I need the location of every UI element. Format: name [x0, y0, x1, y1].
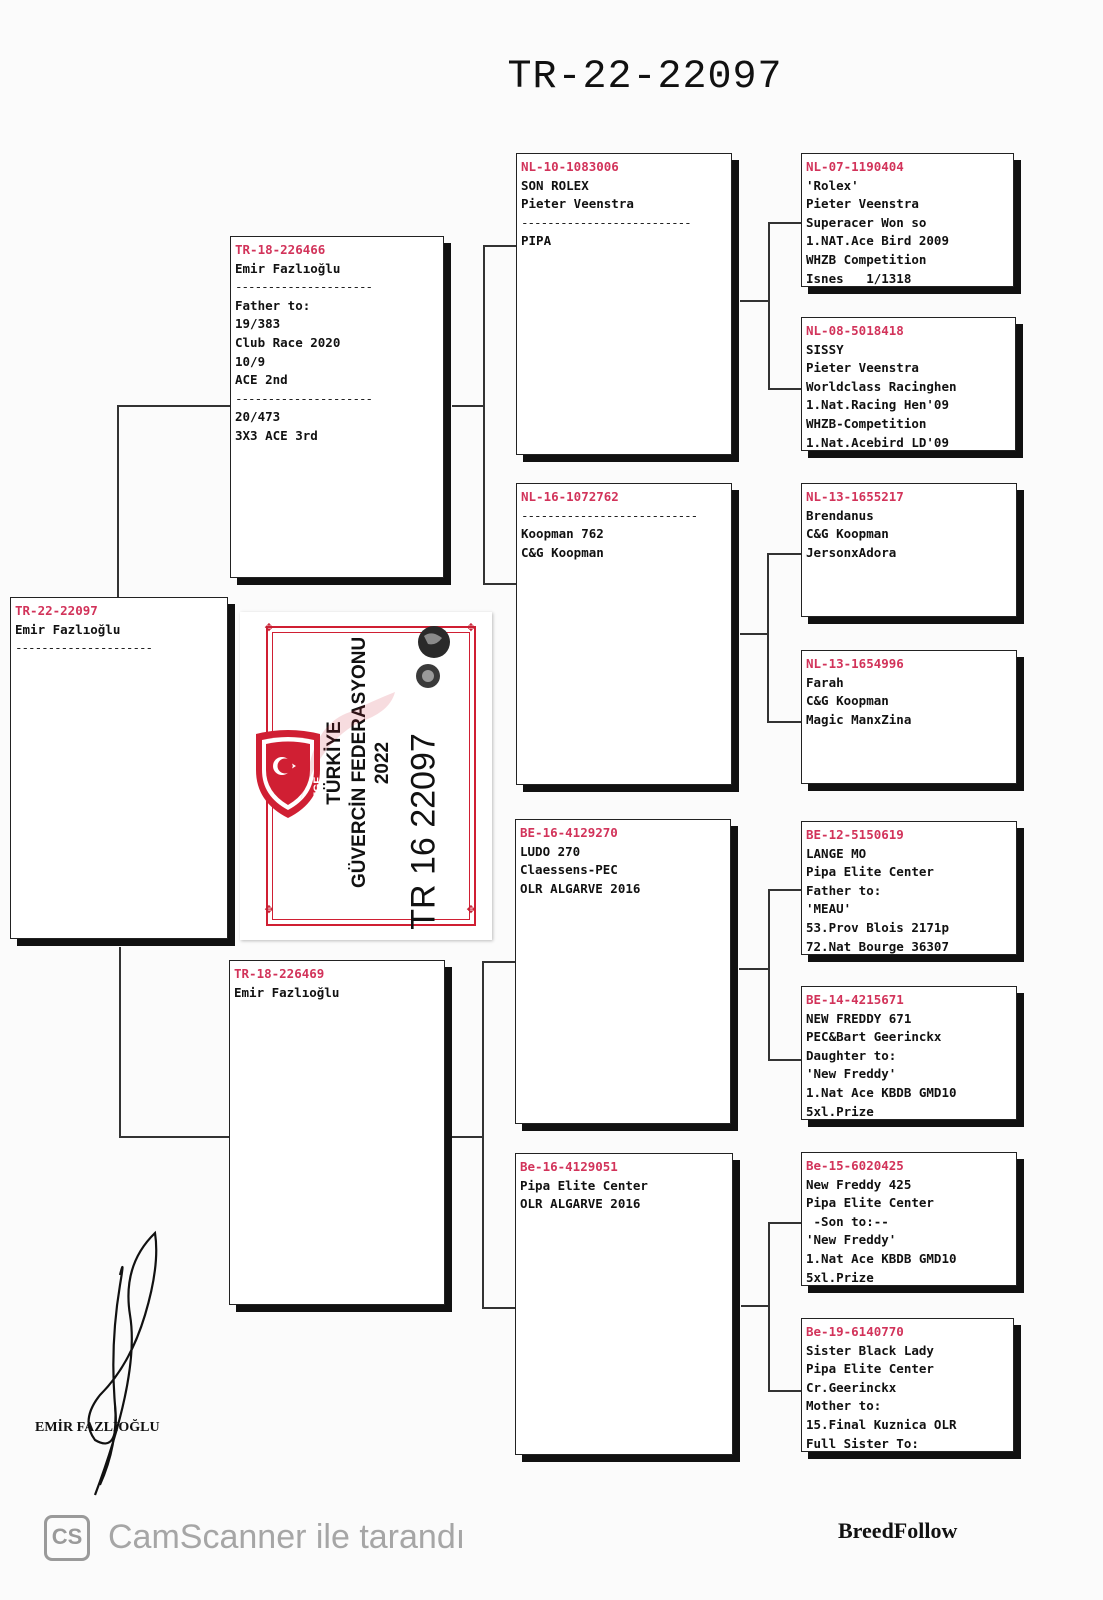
pedigree-box-dam-sire: [515, 819, 731, 1124]
connector-line: [452, 1136, 482, 1138]
connector-line: [119, 1136, 229, 1138]
pedigree-box-sire: [230, 236, 444, 578]
ring-number: NL-08-5018418: [806, 323, 904, 338]
connector-line: [452, 405, 483, 407]
camscanner-logo-icon: CS: [44, 1515, 90, 1561]
pedigree-text-line: Brendanus: [806, 507, 874, 523]
connector-line: [768, 222, 770, 388]
connector-line: [767, 553, 769, 721]
separator-line: ---------------------: [235, 390, 373, 406]
pigeon-watermark-icon: [280, 682, 400, 832]
pedigree-text-line: PEC&Bart Geerinckx: [806, 1029, 942, 1045]
pedigree-text-line: C&G Koopman: [806, 693, 889, 709]
connector-line: [768, 889, 801, 891]
pedigree-text-line: Koopman 762: [521, 526, 604, 542]
pedigree-text-line: Sister Black Lady: [806, 1342, 934, 1358]
pedigree-text-line: Father to:: [806, 882, 882, 898]
pedigree-text-line: Emir Fazlıoğlu: [15, 621, 121, 637]
pedigree-text-line: SISSY: [806, 341, 844, 357]
separator-line: ---------------------: [235, 279, 373, 295]
pedigree-box-dam: [229, 960, 445, 1305]
ring-number: TR-18-226466: [235, 242, 326, 257]
pedigree-text-line: 20/473: [235, 409, 281, 425]
pedigree-text-line: Magic ManxZina: [806, 711, 912, 727]
connector-line: [482, 961, 484, 1307]
connector-line: [768, 1222, 770, 1390]
connector-line: [768, 1390, 801, 1392]
connector-line: [482, 961, 515, 963]
pedigree-text-line: 1.Nat Ace KBDB GMD10: [806, 1084, 957, 1100]
pedigree-text-line: 3X3 ACE 3rd: [235, 427, 318, 443]
pedigree-text-line: Full Sister To:: [806, 1435, 919, 1451]
ring-number: BE-16-4129270: [520, 825, 618, 840]
pedigree-text-line: 1.Nat Ace KBDB GMD10: [806, 1250, 957, 1266]
signature-image: [60, 1225, 260, 1525]
connector-line: [483, 245, 485, 583]
pedigree-text-line: Pieter Veenstra: [806, 360, 919, 376]
pedigree-box-ssd: [801, 317, 1016, 451]
pedigree-box-ddd: [801, 1318, 1014, 1452]
pedigree-text-line: 19/383: [235, 316, 281, 332]
card-year: 2022: [372, 741, 393, 785]
pedigree-text-line: 'Rolex': [806, 177, 859, 193]
pedigree-text-line: Daughter to:: [806, 1047, 897, 1063]
connector-line: [119, 947, 121, 1136]
connector-line: [768, 1222, 801, 1224]
pedigree-text-line: 'New Freddy': [806, 1232, 897, 1248]
ring-number: Be-16-4129051: [520, 1159, 618, 1174]
separator-line: ---------------------: [15, 640, 153, 656]
ring-number: NL-07-1190404: [806, 159, 904, 174]
pedigree-box-sire-dam: [516, 483, 732, 785]
ring-number: NL-13-1654996: [806, 656, 904, 671]
pedigree-text-line: -Son to:--: [806, 1213, 889, 1229]
pedigree-box-dds: [801, 1152, 1017, 1286]
ring-number: TR-22-22097: [15, 603, 98, 618]
ring-number: BE-14-4215671: [806, 992, 904, 1007]
pedigree-box-sss: [801, 153, 1014, 287]
connector-line: [483, 583, 516, 585]
pedigree-box-sdd: [801, 650, 1017, 784]
pedigree-text-line: Claessens-PEC: [520, 862, 618, 878]
connector-line: [740, 300, 768, 302]
emblem-text: TGF: [312, 777, 324, 799]
pedigree-text-line: Mother to:: [806, 1398, 882, 1414]
connector-line: [767, 553, 801, 555]
pedigree-text-line: Cr.Geerinckx: [806, 1379, 897, 1395]
scanner-watermark: CamScanner ile tarandı: [108, 1518, 466, 1556]
pedigree-text-line: JersonxAdora: [806, 544, 897, 560]
pedigree-box-dss: [801, 821, 1017, 955]
pedigree-text-line: 'MEAU': [806, 901, 852, 917]
pedigree-text-line: 72.Nat Bourge 36307: [806, 938, 949, 954]
pedigree-text-line: OLR ALGARVE 2016: [520, 1196, 641, 1212]
pedigree-title: TR-22-22097: [507, 55, 783, 100]
globe-icon: [406, 622, 456, 692]
signature-name: EMİR FAZLIOĞLU: [35, 1420, 160, 1435]
pedigree-text-line: C&G Koopman: [806, 526, 889, 542]
pedigree-text-line: 5xl.Prize: [806, 1103, 874, 1119]
ring-number: NL-16-1072762: [521, 489, 619, 504]
card-org-line1: TÜRKİYE: [324, 721, 345, 805]
pedigree-text-line: Worldclass Racinghen: [806, 378, 957, 394]
pedigree-text-line: LUDO 270: [520, 843, 581, 859]
ornament-icon: ✥: [466, 901, 476, 917]
pedigree-text-line: Emir Fazlıoğlu: [235, 260, 341, 276]
pedigree-box-subject: [10, 597, 228, 939]
ring-number: TR-18-226469: [234, 966, 325, 981]
pedigree-text-line: Pipa Elite Center: [806, 1195, 934, 1211]
ornament-icon: ✥: [466, 619, 476, 635]
ring-number: NL-13-1655217: [806, 489, 904, 504]
pedigree-text-line: 15.Final Kuznica OLR: [806, 1416, 957, 1432]
connector-line: [768, 1059, 801, 1061]
pedigree-text-line: Pipa Elite Center: [806, 1361, 934, 1377]
card-ring-number: TR 16 22097: [404, 733, 443, 930]
ring-card: [240, 612, 492, 940]
connector-line: [740, 633, 767, 635]
pedigree-text-line: 10/9: [235, 353, 266, 369]
pedigree-text-line: OLR ALGARVE 2016: [520, 880, 641, 896]
connector-line: [767, 721, 801, 723]
pedigree-text-line: LANGE MO: [806, 845, 867, 861]
ring-number: BE-12-5150619: [806, 827, 904, 842]
connector-line: [768, 388, 801, 390]
pedigree-box-dam-dam: [515, 1153, 733, 1455]
pedigree-text-line: ACE 2nd: [235, 372, 288, 388]
ring-number: NL-10-1083006: [521, 159, 619, 174]
pedigree-text-line: C&G Koopman: [521, 544, 604, 560]
pedigree-text-line: SON ROLEX: [521, 177, 589, 193]
connector-line: [117, 405, 230, 407]
connector-line: [739, 968, 768, 970]
pedigree-text-line: New Freddy 425: [806, 1176, 912, 1192]
connector-line: [741, 1305, 768, 1307]
pedigree-text-line: NEW FREDDY 671: [806, 1010, 912, 1026]
pedigree-text-line: Farah: [806, 674, 844, 690]
ring-number: Be-15-6020425: [806, 1158, 904, 1173]
connector-line: [482, 1307, 515, 1309]
pedigree-box-dsd: [801, 986, 1017, 1120]
pedigree-text-line: Pipa Elite Center: [806, 864, 934, 880]
connector-line: [117, 405, 119, 597]
ornament-icon: ✥: [264, 619, 274, 635]
connector-line: [768, 222, 801, 224]
pedigree-text-line: Father to:: [235, 297, 311, 313]
pedigree-text-line: PIPA: [521, 233, 552, 249]
pedigree-text-line: Isnes 1/1318: [806, 270, 912, 286]
pedigree-box-sire-sire: [516, 153, 732, 455]
pedigree-text-line: 'New Freddy': [806, 1066, 897, 1082]
pedigree-text-line: Pieter Veenstra: [806, 196, 919, 212]
pedigree-text-line: WHZB Competition: [806, 251, 927, 267]
pedigree-text-line: Emir Fazlıoğlu: [234, 984, 340, 1000]
pedigree-text-line: 1.Nat.Acebird LD'09: [806, 434, 949, 450]
pedigree-text-line: Pipa Elite Center: [520, 1177, 648, 1193]
pedigree-text-line: Pieter Veenstra: [521, 196, 634, 212]
connector-line: [483, 245, 516, 247]
pedigree-text-line: Superacer Won so: [806, 214, 927, 230]
pedigree-text-line: 53.Prov Blois 2171p: [806, 919, 949, 935]
ornament-icon: ✥: [264, 901, 274, 917]
card-org-line2: GÜVERCİN FEDERASYONU: [349, 636, 370, 888]
pedigree-text-line: Club Race 2020: [235, 334, 341, 350]
separator-line: ---------------------------: [521, 507, 698, 523]
connector-line: [768, 889, 770, 1059]
ring-number: Be-19-6140770: [806, 1324, 904, 1339]
pedigree-text-line: 1.NAT.Ace Bird 2009: [806, 233, 949, 249]
brand-logo: BreedFollow: [838, 1518, 958, 1543]
separator-line: --------------------------: [521, 214, 691, 230]
pedigree-text-line: 5xl.Prize: [806, 1269, 874, 1285]
pedigree-box-sds: [801, 483, 1017, 617]
pedigree-text-line: 1.Nat.Racing Hen'09: [806, 397, 949, 413]
pedigree-text-line: WHZB-Competition: [806, 415, 927, 431]
